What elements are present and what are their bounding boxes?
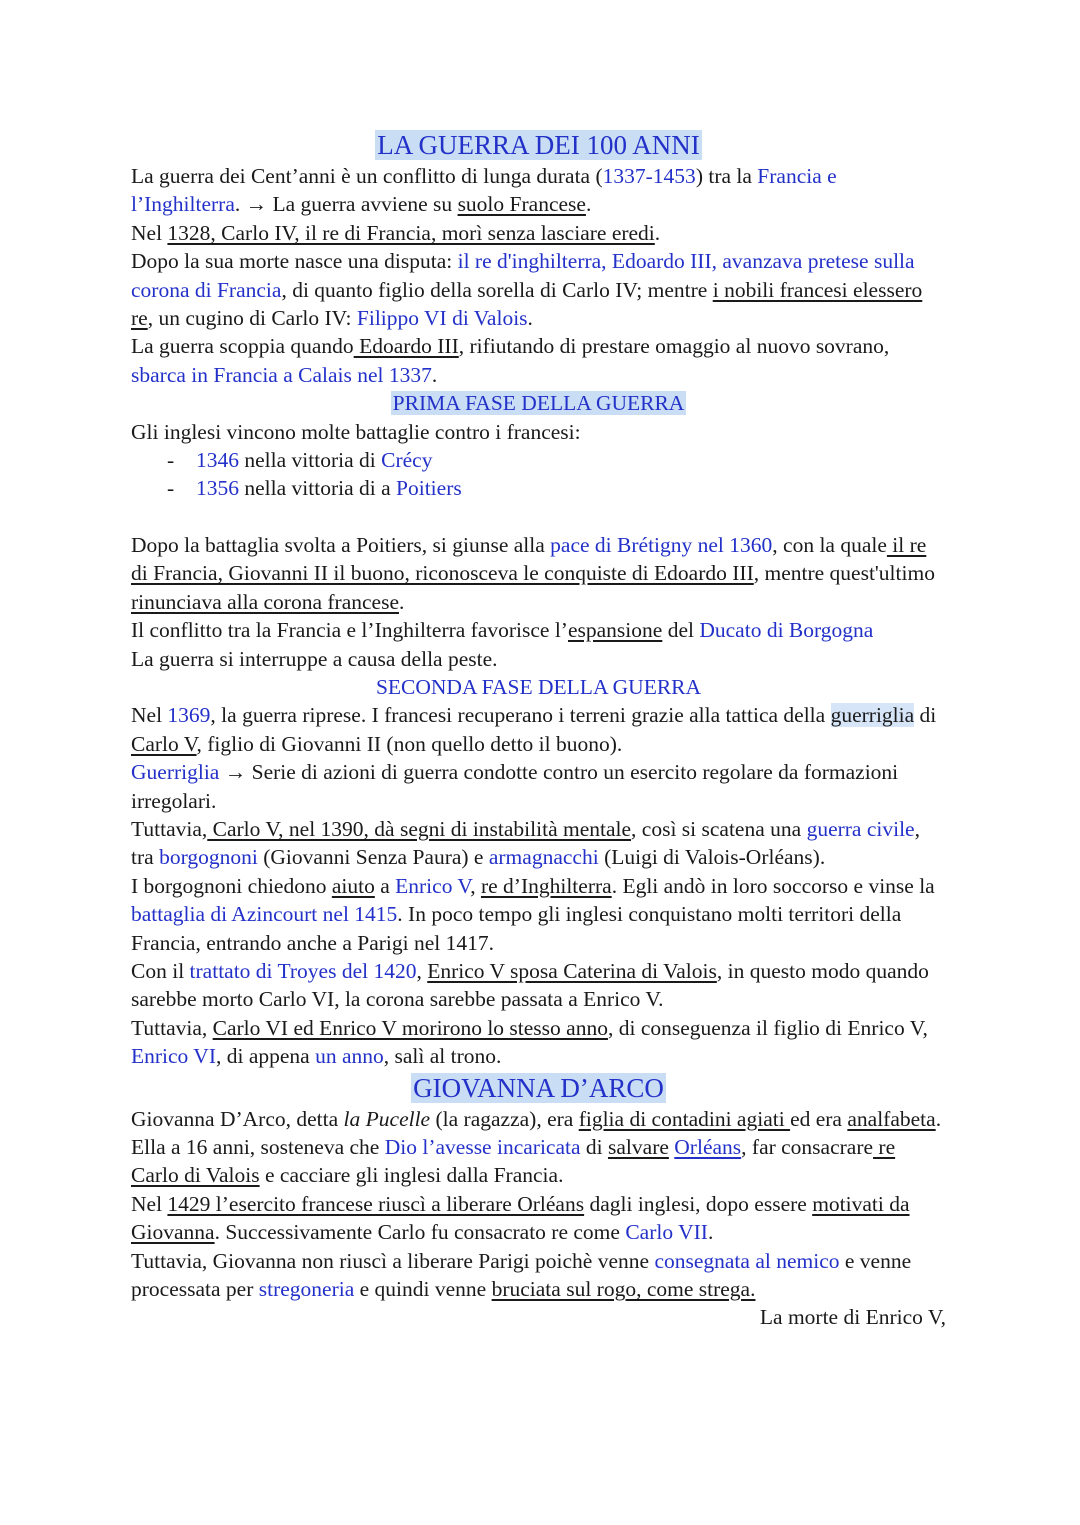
section-heading-phase-1: PRIMA FASE DELLA GUERRA bbox=[392, 391, 685, 416]
list-item: - 1346 nella vittoria di Crécy bbox=[131, 446, 946, 474]
section-heading-joan: GIOVANNA D’ARCO bbox=[413, 1072, 664, 1103]
joan-paragraph-3-tail bbox=[131, 1303, 946, 1331]
section-heading-line bbox=[131, 1071, 946, 1105]
phase2-paragraph-4: I borgognoni chiedono aiuto a Enrico V, re d’Inghilterra. Egli andò in loro soccorso e vinse la battaglia di Azincourt nel 1415. In poco tempo gli inglesi conquistano molti territori della Francia, entrando anche a Parigi nel 1417. bbox=[131, 873, 935, 955]
blank-line bbox=[131, 503, 946, 531]
phase2-paragraph-6: Tuttavia, Carlo VI ed Enrico V morirono lo stesso anno, di conseguenza il figlio di Enrico V, Enrico VI, di appena un anno, salì al trono. bbox=[131, 1015, 928, 1069]
joan-paragraph-3: Tuttavia, Giovanna non riuscì a liberare Parigi poichè venne consegnata al nemico e venne processata per stregoneria e quindi venne bruciata sul rogo, come strega. bbox=[131, 1248, 912, 1302]
intro-paragraph-2: Nel 1328, Carlo IV, il re di Francia, morì senza lasciare eredi. bbox=[131, 220, 661, 245]
battle-list bbox=[131, 446, 946, 503]
phase1-paragraph-4: La guerra si interruppe a causa della peste. bbox=[131, 646, 498, 671]
list-item: - 1356 nella vittoria di a Poitiers bbox=[131, 474, 946, 502]
intro-paragraph-4: La guerra scoppia quando Edoardo III, rifiutando di prestare omaggio al nuovo sovrano, sbarca in Francia a Calais nel 1337. bbox=[131, 334, 890, 387]
page-title: LA GUERRA DEI 100 ANNI bbox=[377, 130, 700, 160]
phase2-paragraph-3: Tuttavia, Carlo V, nel 1390, dà segni di instabilità mentale, così si scatena una guerra civile, tra borgognoni (Giovanni Senza Paura) e armagnacchi (Luigi di Valois-Orléans). bbox=[131, 816, 920, 870]
section-heading-line bbox=[131, 673, 946, 701]
phase2-paragraph-5: Con il trattato di Troyes del 1420, Enrico V sposa Caterina di Valois, in questo modo quando sarebbe morto Carlo VI, la corona sarebbe passata a Enrico V. bbox=[131, 958, 929, 1012]
phase1-paragraph-3: Il conflitto tra la Francia e l’Inghilterra favorisce l’espansione del Ducato di Borgogna bbox=[131, 618, 874, 643]
phase1-paragraph-2: Dopo la battaglia svolta a Poitiers, si giunse alla pace di Brétigny nel 1360, con la quale il re di Francia, Giovanni II il buono, riconosceva le conquiste di Edoardo III, mentre quest'ultimo rinunciava alla corona francese. bbox=[131, 532, 935, 614]
phase2-paragraph-2: Guerriglia → Serie di azioni di guerra condotte contro un esercito regolare da formazioni irregolari. bbox=[131, 760, 899, 813]
continuation-text: La morte di Enrico V, bbox=[759, 1305, 946, 1330]
joan-paragraph-2: Nel 1429 l’esercito francese riuscì a liberare Orléans dagli inglesi, dopo essere motivati da Giovanna. Successivamente Carlo fu consacrato re come Carlo VII. bbox=[131, 1191, 910, 1245]
phase1-paragraph-1: Gli inglesi vincono molte battaglie contro i francesi: bbox=[131, 419, 581, 444]
section-heading-phase-2: SECONDA FASE DELLA GUERRA bbox=[375, 674, 702, 699]
intro-paragraph-1: La guerra dei Cent’anni è un conflitto di lunga durata (1337-1453) tra la Francia e l’Inghilterra. → La guerra avviene su suolo Francese. bbox=[131, 164, 837, 217]
phase2-paragraph-1: Nel 1369, la guerra riprese. I francesi recuperano i terreni grazie alla tattica della guerriglia di Carlo V, figlio di Giovanni II (non quello detto il buono). bbox=[131, 703, 937, 756]
joan-paragraph-1: Giovanna D’Arco, detta la Pucelle (la ragazza), era figlia di contadini agiati ed era analfabeta. Ella a 16 anni, sosteneva che Dio l’avesse incaricata di salvare Orléans, far consacrare re Carlo di Valois e cacciare gli inglesi dalla Francia. bbox=[131, 1106, 942, 1188]
section-heading-line bbox=[131, 389, 946, 417]
intro-paragraph-3: Dopo la sua morte nasce una disputa: il re d'inghilterra, Edoardo III, avanzava pretese sulla corona di Francia, di quanto figlio della sorella di Carlo IV; mentre i nobili francesi elessero re, un cugino di Carlo IV: Filippo VI di Valois. bbox=[131, 249, 923, 331]
title-line bbox=[131, 128, 946, 162]
document-page bbox=[131, 128, 946, 1332]
